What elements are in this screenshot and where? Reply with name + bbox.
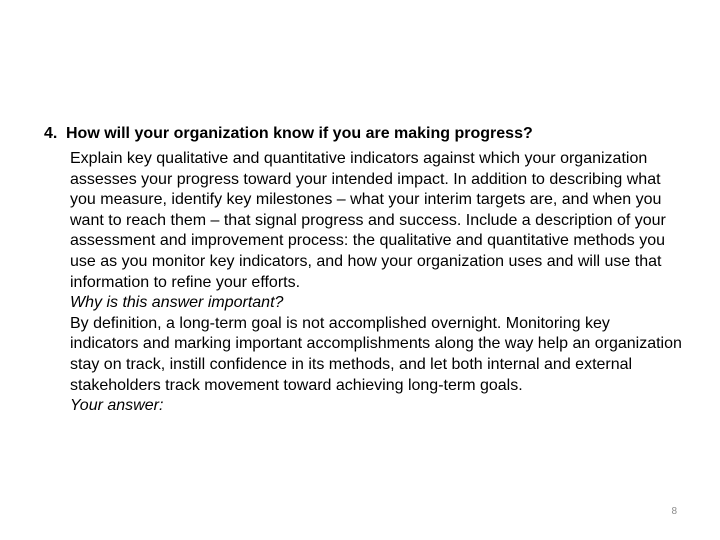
instructions-paragraph: Explain key qualitative and quantitative indicators against which your organization assesses your progress toward your intended impact. In addition to describing what you measure, identify key milestones – what your interim targets are, and when you want to reach them – that signal progress and success. Include a description of your assessment and improvement process: the qualitative and quantitative methods you use as you monitor key indicators, and how your organization uses and will use that information to refine your efforts.: [70, 150, 666, 291]
why-heading: Why is this answer important?: [70, 294, 284, 312]
question-number: 4.: [44, 125, 58, 142]
answer-label: Your answer:: [70, 397, 164, 415]
question-body: [70, 149, 682, 417]
question-heading: [44, 124, 533, 144]
page-number: 8: [671, 506, 677, 517]
question-text: How will your organization know if you are making progress?: [66, 125, 533, 142]
why-paragraph: By definition, a long-term goal is not accomplished overnight. Monitoring key indicators and marking important accomplishments along the way help an organization stay on track, instill confidence in its methods, and let both internal and external stakeholders track movement toward achieving long-term goals.: [70, 314, 682, 394]
